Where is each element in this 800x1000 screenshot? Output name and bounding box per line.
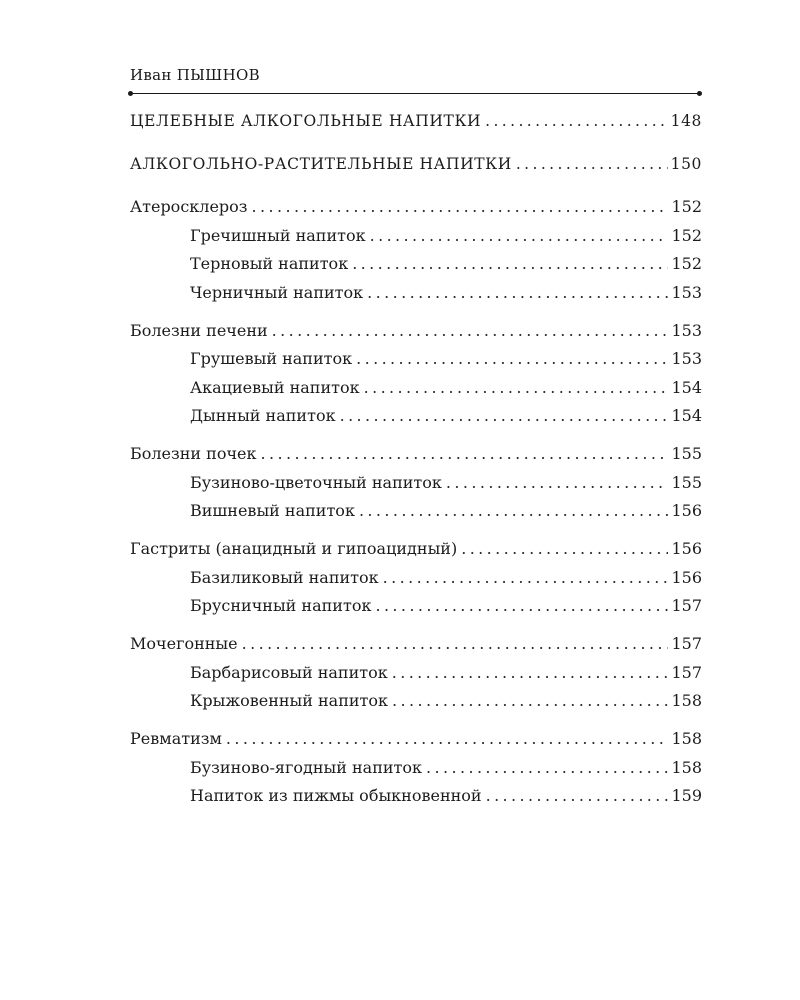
toc-section-title: Гастриты (анацидный и гипоацидный) bbox=[130, 539, 458, 558]
toc-item bbox=[130, 663, 702, 692]
toc-page-number: 158 bbox=[671, 729, 702, 748]
table-of-contents bbox=[130, 112, 702, 815]
toc-item-title: Бузиново-цветочный напиток bbox=[190, 472, 442, 492]
toc-item bbox=[130, 501, 702, 530]
dot-leader bbox=[226, 729, 669, 748]
toc-page-number: 159 bbox=[671, 786, 702, 805]
toc-item bbox=[130, 406, 702, 435]
dot-leader bbox=[446, 473, 669, 492]
toc-page-number: 155 bbox=[671, 472, 702, 492]
toc-page-number: 150 bbox=[670, 154, 702, 173]
dot-leader bbox=[461, 539, 668, 558]
toc-section bbox=[130, 444, 702, 473]
toc-chapter-title: ЦЕЛЕБНЫЕ АЛКОГОЛЬНЫЕ НАПИТКИ bbox=[130, 112, 482, 130]
toc-section-title: Болезни почек bbox=[130, 444, 257, 463]
toc-section bbox=[130, 197, 702, 226]
toc-section bbox=[130, 321, 702, 350]
toc-section-title: Мочегонные bbox=[130, 634, 238, 653]
running-head: Иван ПЫШНОВ bbox=[130, 66, 260, 84]
toc-page-number: 153 bbox=[671, 282, 702, 302]
toc-item-title: Черничный напиток bbox=[190, 282, 364, 302]
toc-page-number: 155 bbox=[671, 444, 702, 463]
toc-page-number: 153 bbox=[671, 320, 702, 340]
toc-item bbox=[130, 473, 702, 502]
dot-leader bbox=[485, 112, 667, 130]
dot-leader bbox=[359, 501, 669, 520]
toc-item bbox=[130, 758, 702, 787]
toc-item bbox=[130, 691, 702, 720]
toc-item-title: Грушевый напиток bbox=[190, 349, 353, 368]
toc-page-number: 154 bbox=[671, 406, 702, 425]
header-rule bbox=[130, 93, 700, 94]
dot-leader bbox=[352, 254, 668, 273]
dot-leader bbox=[364, 378, 669, 397]
toc-item bbox=[130, 378, 702, 407]
toc-item-title: Акациевый напиток bbox=[190, 377, 360, 397]
toc-page-number: 158 bbox=[671, 691, 702, 710]
dot-leader bbox=[375, 596, 668, 615]
toc-page-number: 157 bbox=[671, 634, 702, 653]
toc-page-number: 158 bbox=[671, 757, 702, 777]
dot-leader bbox=[426, 758, 668, 777]
toc-section bbox=[130, 539, 702, 568]
toc-item-title: Базиликовый напиток bbox=[190, 567, 379, 587]
toc-item bbox=[130, 226, 702, 255]
toc-item-title: Бузиново-ягодный напиток bbox=[190, 757, 423, 777]
dot-leader bbox=[261, 444, 669, 463]
toc-chapter bbox=[130, 155, 702, 184]
dot-leader bbox=[370, 226, 669, 245]
dot-leader bbox=[516, 155, 668, 173]
toc-page-number: 156 bbox=[671, 539, 702, 558]
dot-leader bbox=[383, 568, 669, 587]
dot-leader bbox=[356, 349, 668, 368]
toc-page-number: 152 bbox=[671, 254, 702, 273]
toc-item-title: Гречишный напиток bbox=[190, 225, 366, 245]
toc-item-title: Терновый напиток bbox=[190, 254, 349, 273]
toc-page-number: 148 bbox=[670, 112, 702, 130]
dot-leader bbox=[252, 197, 669, 216]
toc-page-number: 152 bbox=[671, 197, 702, 216]
toc-page-number: 157 bbox=[671, 596, 702, 615]
dot-leader bbox=[242, 634, 669, 653]
toc-item bbox=[130, 349, 702, 378]
toc-item-title: Напиток из пижмы обыкновенной bbox=[190, 786, 482, 805]
toc-page-number: 153 bbox=[671, 349, 702, 368]
toc-chapter bbox=[130, 112, 702, 141]
toc-item bbox=[130, 568, 702, 597]
toc-item bbox=[130, 786, 702, 815]
toc-section-title: Атеросклероз bbox=[130, 197, 248, 216]
toc-item bbox=[130, 254, 702, 283]
toc-page-number: 152 bbox=[671, 225, 702, 245]
dot-leader bbox=[340, 406, 669, 425]
toc-page-number: 156 bbox=[671, 567, 702, 587]
toc-item bbox=[130, 283, 702, 312]
toc-page-number: 154 bbox=[671, 377, 702, 397]
dot-leader bbox=[272, 321, 669, 340]
toc-item-title: Вишневый напиток bbox=[190, 501, 355, 520]
dot-leader bbox=[392, 663, 669, 682]
toc-item-title: Барбарисовый напиток bbox=[190, 662, 388, 682]
toc-item-title: Брусничный напиток bbox=[190, 596, 372, 615]
toc-section-title: Болезни печени bbox=[130, 320, 268, 340]
toc-chapter-title: АЛКОГОЛЬНО-РАСТИТЕЛЬНЫЕ НАПИТКИ bbox=[130, 154, 512, 173]
toc-item-title: Дынный напиток bbox=[190, 406, 336, 425]
dot-leader bbox=[367, 283, 668, 302]
toc-page-number: 157 bbox=[671, 662, 702, 682]
toc-page-number: 156 bbox=[671, 501, 702, 520]
toc-section-title: Ревматизм bbox=[130, 729, 222, 748]
dot-leader bbox=[486, 786, 669, 805]
toc-section bbox=[130, 634, 702, 663]
toc-item-title: Крыжовенный напиток bbox=[190, 691, 389, 710]
toc-item bbox=[130, 596, 702, 625]
toc-section bbox=[130, 729, 702, 758]
dot-leader bbox=[392, 691, 668, 710]
